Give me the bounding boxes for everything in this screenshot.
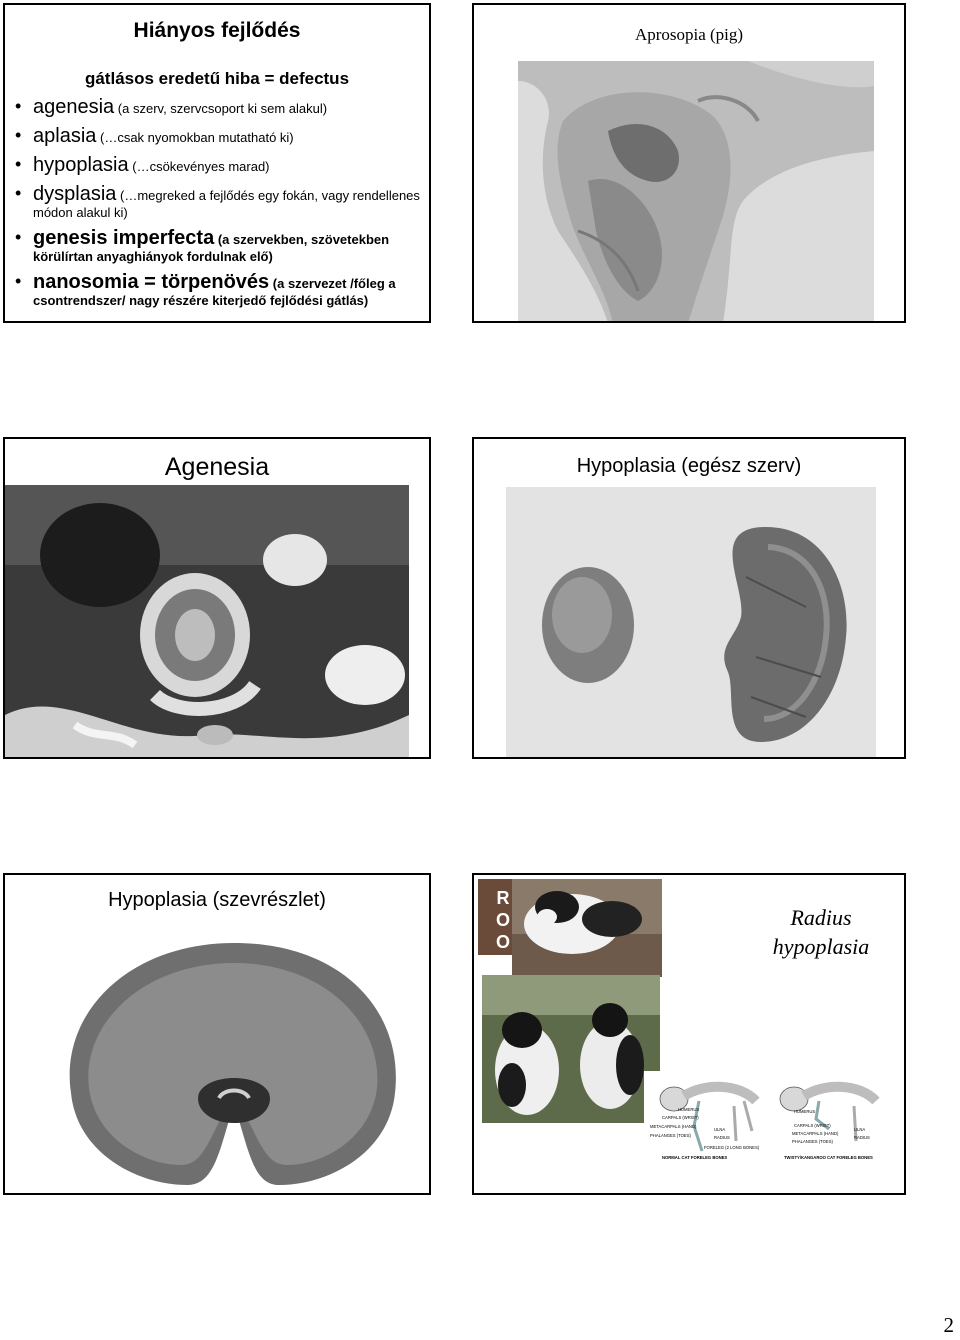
label-humerus-twisty: HUMERUS [794, 1109, 816, 1114]
label-radius: RADIUS [714, 1135, 730, 1140]
term-nanosomia: nanosomia = törpenövés [33, 270, 270, 293]
caption-normal: NORMAL CAT FORELEG BONES [662, 1155, 728, 1160]
list-item [15, 126, 425, 147]
term-dysplasia: dysplasia [33, 183, 117, 205]
bullet-list [15, 91, 425, 309]
slide-aprosopia [472, 3, 906, 323]
term-aplasia: aplasia [33, 125, 97, 147]
page-number: 2 [943, 1313, 954, 1337]
term-description: (…csak nyomokban mutatható ki) [96, 130, 294, 145]
slide-hypoplasia-organ-part [3, 873, 431, 1195]
roo-letter: O [495, 932, 510, 952]
slide-title: Hiányos fejlődés [133, 19, 301, 42]
cats-sitting-photo [482, 975, 660, 1123]
list-item [15, 184, 425, 222]
slide-subtitle: gátlásos eredetű hiba = defectus [84, 69, 350, 88]
list-item [15, 272, 425, 310]
cat-skeleton-diagram [644, 1071, 906, 1195]
title-line: Radius [790, 905, 852, 930]
agenesia-specimen-photo [5, 485, 409, 759]
term-description: (…megreked a fejlődés egy fokán, vagy rendellenes módon alakul ki) [33, 188, 420, 220]
list-item [15, 155, 425, 176]
label-metacarpals: METACARPALS (HAND) [650, 1124, 697, 1129]
label-metacarpals-twisty: METACARPALS (HAND) [792, 1131, 839, 1136]
list-item [15, 97, 425, 118]
term-description: (a szervezet /főleg a csontrendszer/ nagy részére kiterjedő fejlődési gátlás) [33, 275, 396, 308]
label-humerus: HUMERUS [678, 1107, 700, 1112]
label-radius-twisty: RADIUS [854, 1135, 870, 1140]
term-hypoplasia: hypoplasia [33, 154, 129, 176]
slide-agenesia [3, 437, 431, 759]
caption-twisty: TWISTY/KANGAROO CAT FORELEG BONES [784, 1155, 873, 1160]
term-genesis-imperfecta: genesis imperfecta [33, 226, 215, 249]
term-agenesia: agenesia [33, 96, 115, 118]
label-phalanges-twisty: PHALANGES (TOES) [792, 1139, 833, 1144]
list-item [15, 228, 425, 266]
slide-title: Hypoplasia (egész szerv) [576, 455, 802, 477]
kidney-comparison-photo [506, 487, 876, 759]
label-ulna: ULNA [714, 1127, 726, 1132]
slide-hypoplasia-whole-organ [472, 437, 906, 759]
label-carpals: CARPALS (WRIST) [662, 1115, 699, 1120]
roo-letter: R [496, 888, 510, 908]
slide-title: Hypoplasia (szevrészlet) [108, 889, 326, 911]
slide-title: Agenesia [164, 453, 270, 481]
title-line: hypoplasia [772, 934, 870, 959]
label-carpals-twisty: CARPALS (WRIST) [794, 1123, 831, 1128]
term-description: (a szervekben, szövetekben körülírtan anyaghiányok fordulnak elő) [33, 231, 390, 264]
slide-title [736, 903, 906, 961]
cat-lying-photo [512, 879, 662, 977]
slide-radius-hypoplasia [472, 873, 906, 1195]
term-description: (…csökevényes marad) [128, 159, 270, 174]
term-description: (a szerv, szervcsoport ki sem alakul) [114, 101, 328, 116]
slide-hianyos-fejlodes [3, 3, 431, 323]
aprosopia-pig-photo [518, 61, 874, 323]
label-phalanges: PHALANGES (TOES) [650, 1133, 691, 1138]
kidney-section-photo [59, 923, 407, 1195]
slide-title: Aprosopia (pig) [634, 25, 744, 44]
label-foreleg: FORELEG (2 LONG BONES) [704, 1145, 760, 1150]
roo-letter: O [495, 910, 510, 930]
label-ulna-twisty: ULNA [854, 1127, 866, 1132]
